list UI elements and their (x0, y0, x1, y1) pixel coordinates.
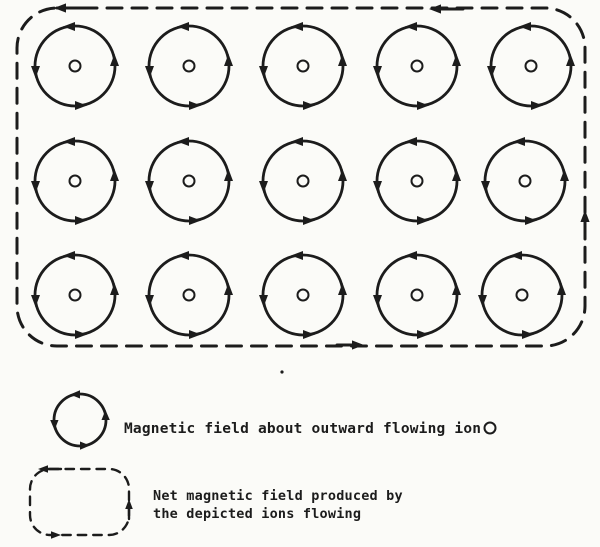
legend-field-loop-icon (50, 390, 110, 450)
ion-field-loop (145, 22, 233, 110)
ion-field-loop (259, 22, 347, 110)
ion-field-loop (145, 137, 233, 225)
up-arrow-icon (580, 210, 589, 239)
ion-field-loop (481, 137, 569, 225)
ion-symbol-icon (485, 423, 496, 434)
ion-field-loop (487, 22, 575, 110)
ion-field-loop (478, 251, 566, 339)
legend-ion-field (50, 390, 495, 450)
ion-field-loop (373, 22, 461, 110)
ion-field-loops (31, 22, 575, 339)
right-arrow-icon (51, 531, 61, 539)
right-arrow-icon (337, 340, 364, 349)
legend-net-field-line2: the depicted ions flowing (153, 506, 362, 522)
ion-field-loop (31, 137, 119, 225)
legend-ion-field-label: Magnetic field about outward flowing ion (124, 421, 482, 437)
ion-field-loop (31, 22, 119, 110)
stray-dot (280, 370, 283, 373)
legend-net-field-icon (30, 469, 129, 535)
ion-field-loop (31, 251, 119, 339)
ion-field-loop (145, 251, 233, 339)
ion-field-loop (373, 137, 461, 225)
net-field-boundary-outline (17, 8, 585, 346)
ion-field-loop (259, 137, 347, 225)
ion-field-loop (259, 251, 347, 339)
legend-net-field-line1: Net magnetic field produced by (153, 488, 403, 504)
ion-field-loop (373, 251, 461, 339)
up-arrow-icon (125, 499, 133, 519)
legend-net-field (30, 465, 403, 539)
left-arrow-icon (429, 4, 463, 13)
left-arrow-icon (54, 3, 87, 12)
